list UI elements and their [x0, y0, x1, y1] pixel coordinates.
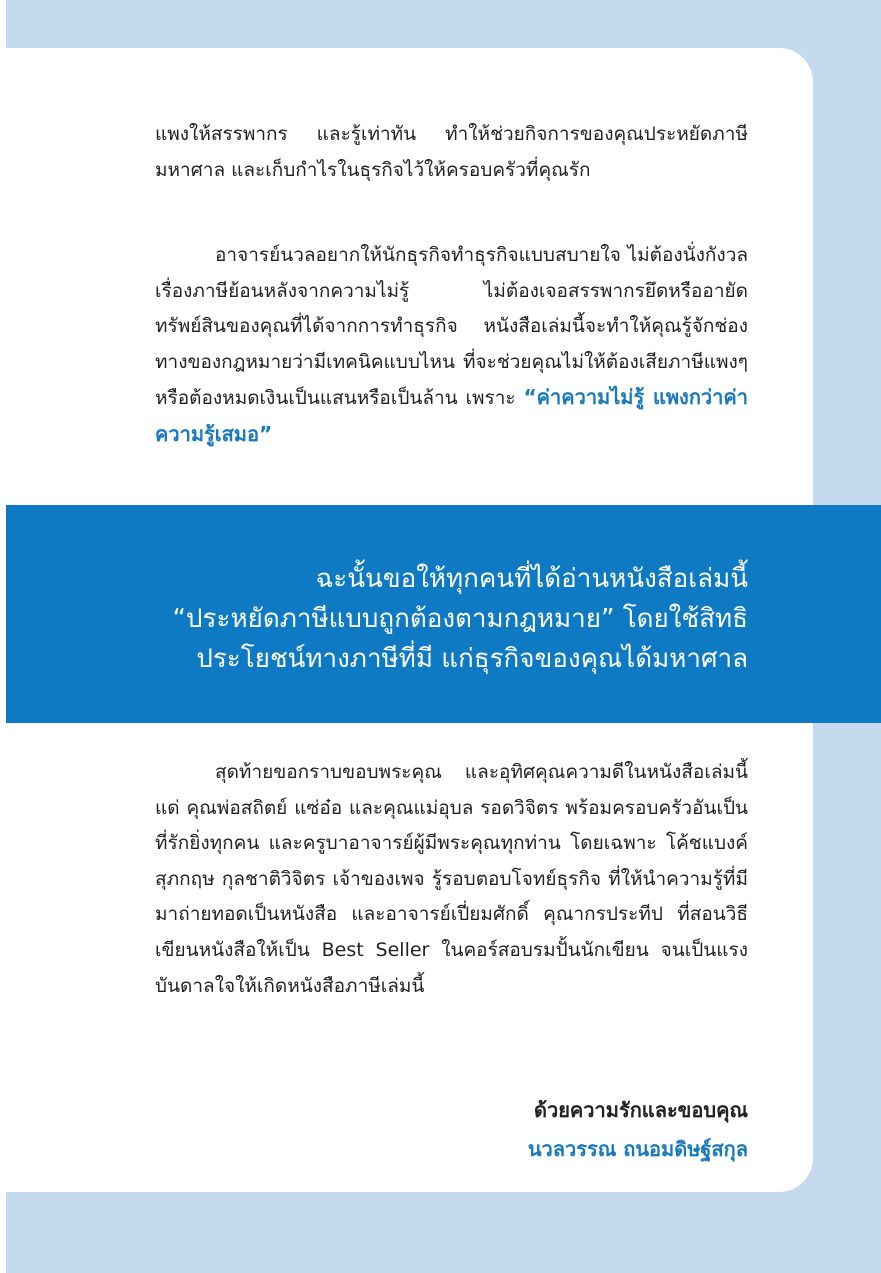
signature-closing: ด้วยความรักและขอบคุณ	[533, 1098, 748, 1122]
banner-line-3: ประโยชน์ทางภาษีที่มี แก่ธุรกิจของคุณได้มหาศาล	[196, 644, 748, 674]
paragraph-intro-text: แพงให้สรรพากร และรู้เท่าทัน ทำให้ช่วยกิจการของคุณประหยัดภาษีมหาศาล และเก็บกำไรในธุรกิจไว้ให้ครอบครัวที่คุณรัก	[155, 123, 748, 181]
highlight-quote: “ค่าความไม่รู้ แพงกว่าค่าความรู้เสมอ”	[155, 385, 748, 446]
paragraph-acknowledgements-text: สุดท้ายขอกราบขอบพระคุณ และอุทิศคุณความดีในหนังสือเล่มนี้แด่ คุณพ่อสถิตย์ แซ่อ๋อ และคุณแม่อุบล รอดวิจิตร พร้อมครอบครัวอันเป็นที่รักยิ่งทุกคน และครูบาอาจารย์ผู้มีพระคุณทุกท่าน โดยเฉพาะ โค้ชแบงค์ สุภกฤษ กุลชาติวิจิตร เจ้าของเพจ รู้รอบตอบโจทย์ธุรกิจ ที่ให้นำความรู้ที่มีมาถ่ายทอดเป็นหนังสือ และอาจารย์เปี่ยมศักดิ์ คุณากรประทีป ที่สอนวิธีเขียนหนังสือให้เป็น Best Seller ในคอร์สอบรมปั้นนักเขียน จนเป็นแรงบันดาลใจให้เกิดหนังสือภาษีเล่มนี้	[155, 761, 748, 997]
banner-line-1: ฉะนั้นขอให้ทุกคนที่ได้อ่านหนังสือเล่มนี้	[315, 564, 748, 594]
signature-author-name: นวลวรรณ ถนอมดิษฐ์สกุล	[527, 1137, 748, 1161]
paragraph-author-wish	[155, 238, 748, 454]
paragraph-acknowledgements	[155, 755, 748, 1004]
highlight-banner	[6, 505, 881, 723]
banner-message	[108, 559, 748, 679]
banner-line-2: “ประหยัดภาษีแบบถูกต้องตามกฎหมาย” โดยใช้สิทธิ	[172, 604, 748, 634]
paragraph-author-wish-text: อาจารย์นวลอยากให้นักธุรกิจทำธุรกิจแบบสบายใจ ไม่ต้องนั่งกังวลเรื่องภาษีย้อนหลังจากความไม่รู้ ไม่ต้องเจอสรรพากรยึดหรืออายัดทรัพย์สินของคุณที่ได้จากการทำธุรกิจ หนังสือเล่มนี้จะทำให้คุณรู้จักช่องทางของกฎหมายว่ามีเทคนิคแบบไหน ที่จะช่วยคุณไม่ให้ต้องเสียภาษีแพงๆ หรือต้องหมดเงินเป็นแสนหรือเป็นล้าน เพราะ	[155, 244, 748, 410]
paragraph-intro-continuation	[155, 117, 748, 188]
